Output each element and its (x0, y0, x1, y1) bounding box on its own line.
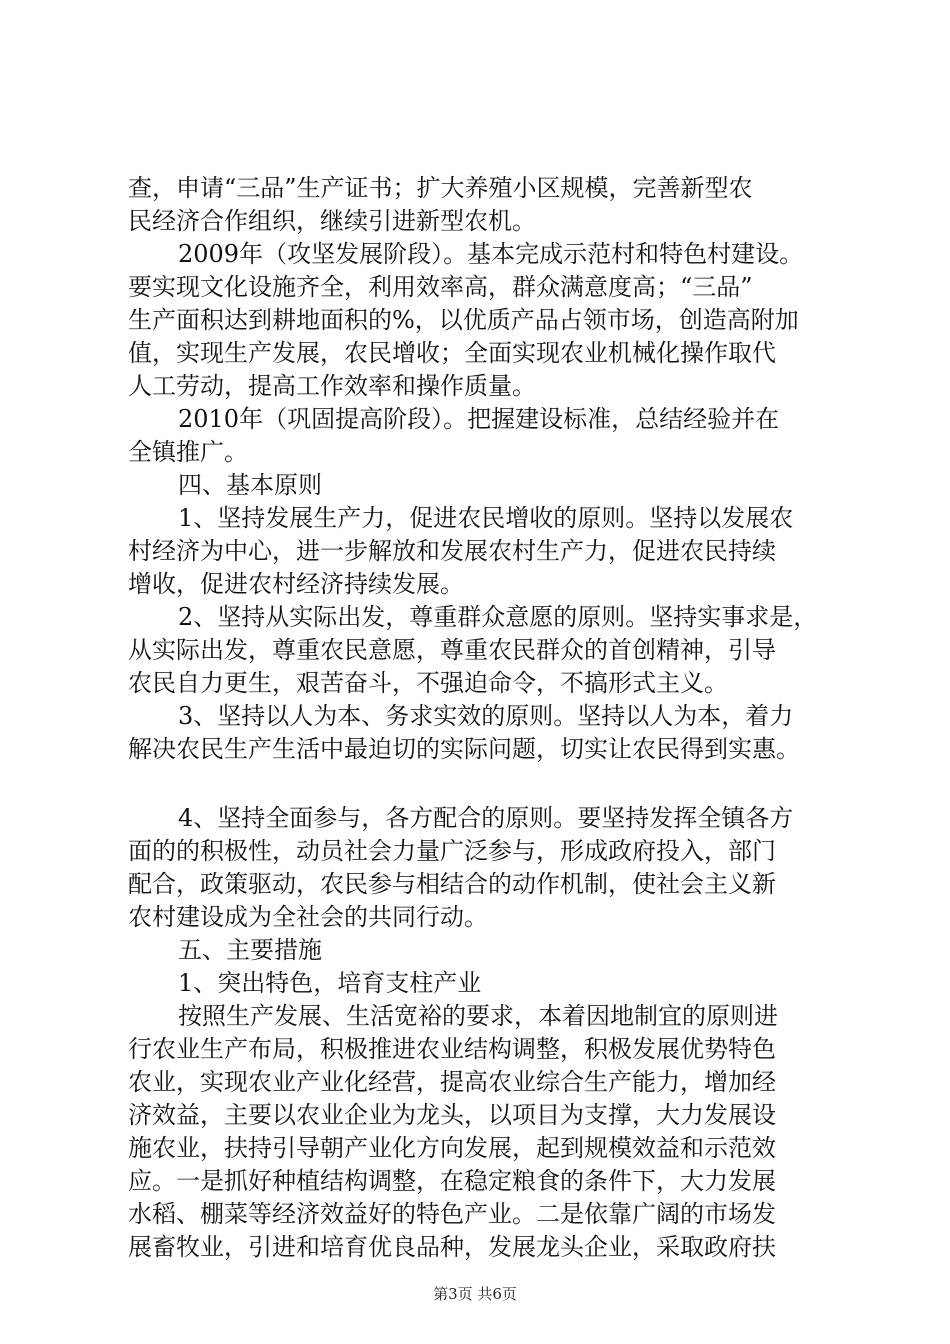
text-line: 2、坚持从实际出发，尊重群众意愿的原则。坚持实事求是， (178, 603, 818, 631)
text-line: 全镇推广。 (128, 438, 248, 466)
text-line: 民经济合作组织，继续引进新型农机。 (128, 207, 536, 235)
text-line: 村经济为中心，进一步解放和发展农村生产力，促进农民持续 (128, 537, 776, 565)
section-heading: 五、主要措施 (178, 936, 322, 964)
text-line: 农村建设成为全社会的共同行动。 (128, 903, 488, 931)
subsection-heading: 1、突出特色，培育支柱产业 (178, 969, 482, 997)
text-line: 增收，促进农村经济持续发展。 (128, 570, 464, 598)
text-line: 解决农民生产生活中最迫切的实际问题，切实让农民得到实惠。 (128, 735, 800, 763)
text-line: 展畜牧业，引进和培育优良品种，发展龙头企业，采取政府扶 (128, 1233, 776, 1261)
text-line: 行农业生产布局，积极推进农业结构调整，积极发展优势特色 (128, 1035, 776, 1063)
text-line: 2009年（攻坚发展阶段）。基本完成示范村和特色村建设。 (178, 240, 804, 268)
text-line: 从实际出发，尊重农民意愿，尊重农民群众的首创精神，引导 (128, 636, 776, 664)
text-line: 1、坚持发展生产力，促进农民增收的原则。坚持以发展农 (178, 504, 794, 532)
text-line: 济效益，主要以农业企业为龙头，以项目为支撑，大力发展设 (128, 1101, 776, 1129)
text-line: 施农业，扶持引导朝产业化方向发展，起到规模效益和示范效 (128, 1134, 776, 1162)
text-line: 4、坚持全面参与，各方配合的原则。要坚持发挥全镇各方 (178, 804, 794, 832)
text-line: 值，实现生产发展，农民增收；全面实现农业机械化操作取代 (128, 339, 776, 367)
text-line: 要实现文化设施齐全，利用效率高，群众满意度高；“三品” (128, 273, 753, 301)
paragraph-gap (128, 766, 834, 802)
text-line: 水稻、棚菜等经济效益好的特色产业。二是依靠广阔的市场发 (128, 1200, 776, 1228)
text-line: 应。一是抓好种植结构调整，在稳定粮食的条件下，大力发展 (128, 1167, 776, 1195)
text-line: 3、坚持以人为本、务求实效的原则。坚持以人为本，着力 (178, 702, 794, 730)
text-line: 人工劳动，提高工作效率和操作质量。 (128, 372, 536, 400)
document-body (128, 172, 834, 1264)
text-line: 农民自力更生，艰苦奋斗，不强迫命令，不搞形式主义。 (128, 669, 728, 697)
text-line: 查，申请“三品”生产证书；扩大养殖小区规模，完善新型农 (128, 174, 753, 202)
text-line: 面的的积极性，动员社会力量广泛参与，形成政府投入，部门 (128, 837, 776, 865)
text-line: 配合，政策驱动，农民参与相结合的动作机制，使社会主义新 (128, 870, 776, 898)
text-line: 生产面积达到耕地面积的%，以优质产品占领市场，创造高附加 (128, 306, 799, 334)
page-number-footer: 第3页 共6页 (433, 1285, 517, 1303)
text-line: 农业，实现农业产业化经营，提高农业综合生产能力，增加经 (128, 1068, 776, 1096)
text-line: 按照生产发展、生活宽裕的要求，本着因地制宜的原则进 (178, 1002, 778, 1030)
text-line: 2010年（巩固提高阶段）。把握建设标准，总结经验并在 (178, 405, 780, 433)
section-heading: 四、基本原则 (178, 471, 322, 499)
